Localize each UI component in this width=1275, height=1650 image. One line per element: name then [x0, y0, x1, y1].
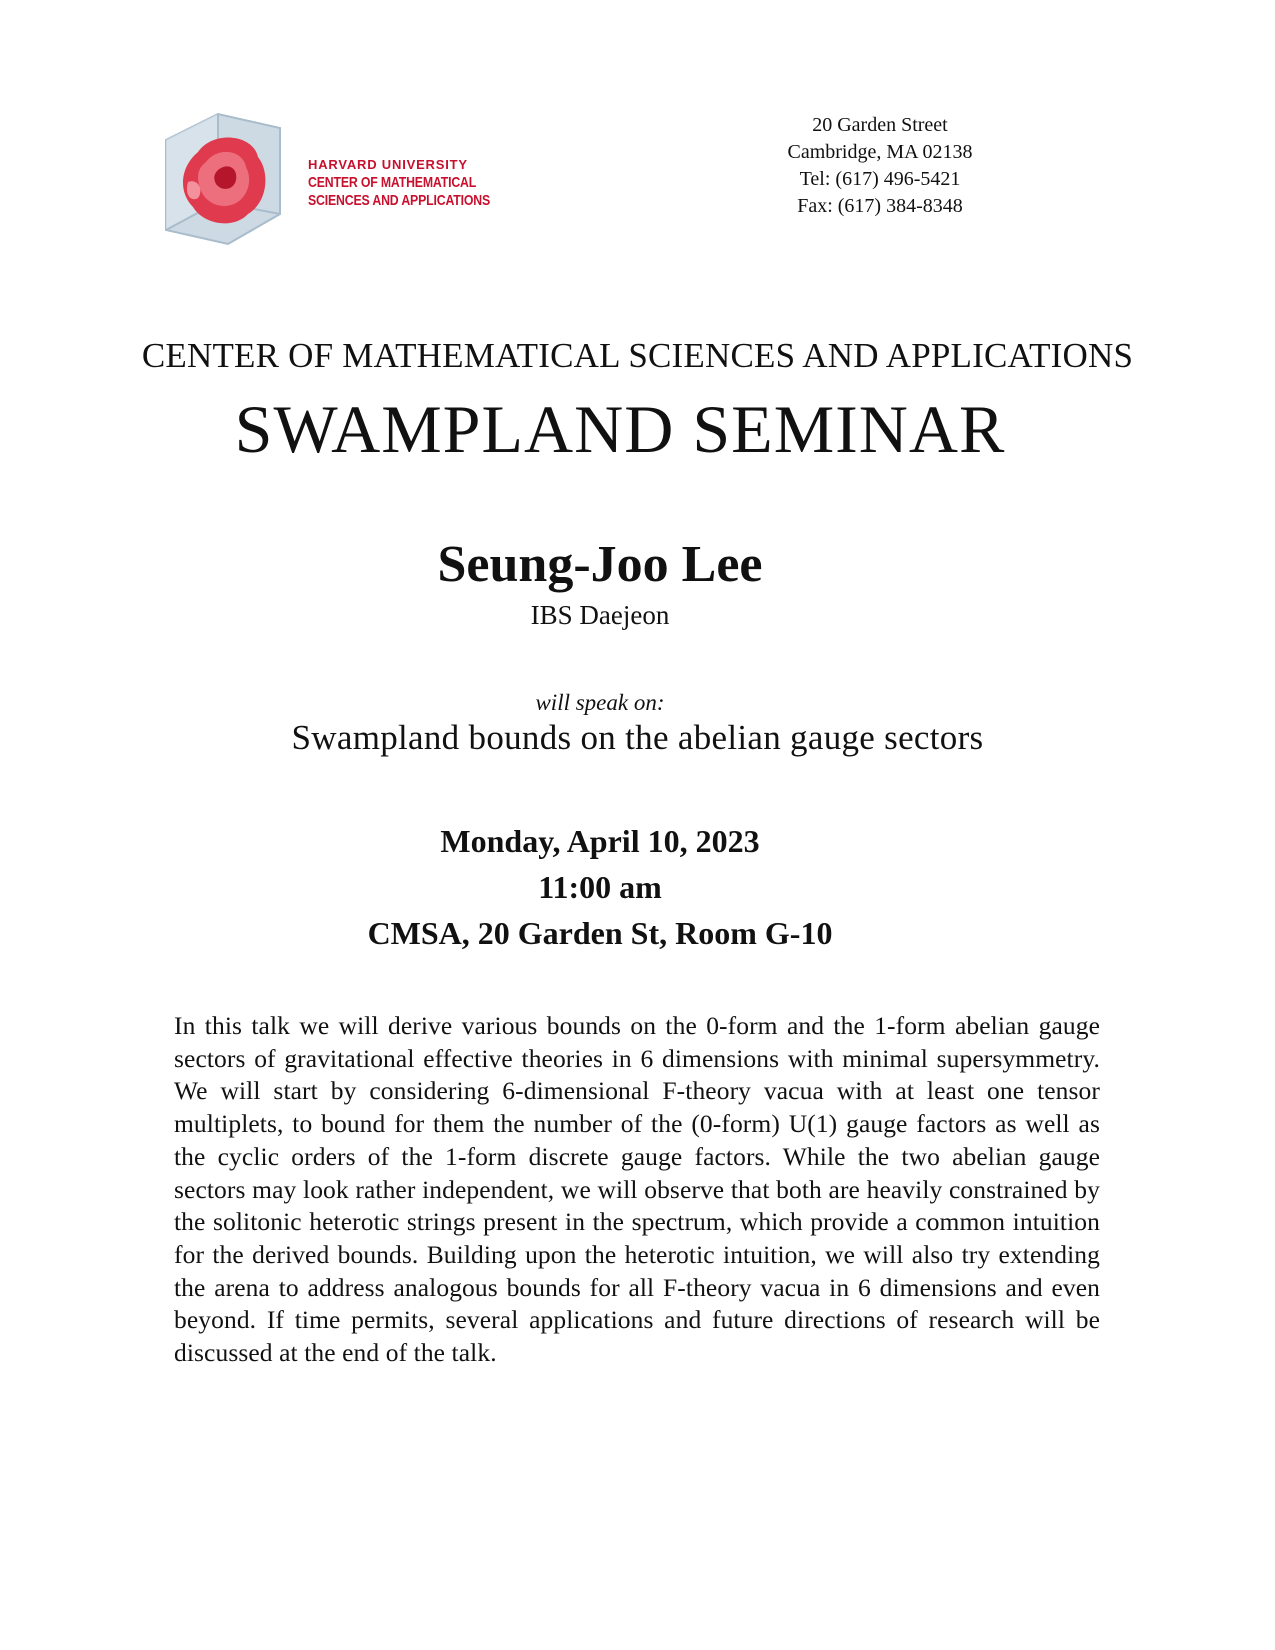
logo-line-center: CENTER OF MATHEMATICAL — [308, 174, 477, 191]
speaker-affiliation: IBS Daejeon — [530, 600, 670, 630]
logo-line-sciences: SCIENCES AND APPLICATIONS — [308, 192, 491, 209]
address-block — [760, 112, 1000, 220]
will-speak-on-label: will speak on: — [535, 690, 665, 715]
talk-title: Swampland bounds on the abelian gauge sectors — [291, 718, 984, 757]
address-street: 20 Garden Street — [812, 114, 948, 136]
address-fax: Fax: (617) 384-8348 — [797, 195, 963, 217]
seminar-title: SWAMPLAND SEMINAR — [234, 391, 1006, 467]
speaker-name: Seung-Joo Lee — [437, 536, 763, 593]
event-location: CMSA, 20 Garden St, Room G-10 — [367, 915, 833, 951]
logo-line-university: HARVARD UNIVERSITY — [308, 157, 468, 172]
address-city: Cambridge, MA 02138 — [787, 141, 973, 163]
logo-wordmark — [308, 156, 530, 210]
event-time: 11:00 am — [538, 869, 662, 905]
cube-logo-icon — [158, 112, 288, 247]
center-name-heading: CENTER OF MATHEMATICAL SCIENCES AND APPLICATIONS — [141, 336, 1134, 375]
address-tel: Tel: (617) 496-5421 — [799, 168, 961, 190]
abstract-text: In this talk we will derive various bounds on the 0-form and the 1-form abelian gauge sectors of gravitational effective theories in 6 dimensions with minimal supersymmetry. We will start by considering 6-dimensional F-theory vacua with at least one tensor multiplets, to bound for them the number of the (0-form) U(1) gauge factors as well as the cyclic orders of the 1-form discrete gauge factors. While the two abelian gauge sectors may look rather independent, we will observe that both are heavily constrained by the solitonic heterotic strings present in the spectrum, which provide a common intuition for the derived bounds. Building upon the heterotic intuition, we will also try extending the arena to address analogous bounds for all F-theory vacua in 6 dimensions and even beyond. If time permits, several applications and future directions of research will be discussed at the end of the talk. — [174, 1011, 1100, 1368]
event-date: Monday, April 10, 2023 — [440, 823, 760, 859]
cmsa-logo — [158, 112, 491, 257]
event-details — [0, 818, 1200, 956]
